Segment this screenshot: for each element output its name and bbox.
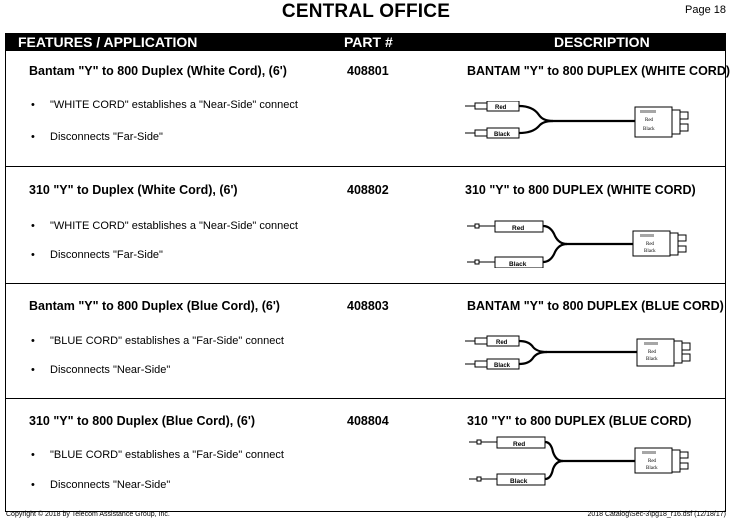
- part-number: 408801: [347, 64, 389, 78]
- table-row: 310 "Y" to Duplex (White Cord), (6') 408802 310 "Y" to 800 DUPLEX (WHITE CORD) • "WHITE CORD" establishes a "Near-Side" connect • Disconnects "Far-Side" Red Black Red Black: [5, 166, 726, 284]
- copyright-text: Copyright © 2018 by Telecom Assistance Group, Inc.: [6, 511, 170, 518]
- description-title: 310 "Y" to 800 DUPLEX (BLUE CORD): [467, 414, 692, 428]
- svg-text:Red: Red: [496, 340, 508, 346]
- 310-cord-diagram: [463, 436, 697, 486]
- part-number: 408803: [347, 299, 389, 313]
- bantam-cord-diagram: [463, 101, 697, 151]
- svg-text:Black: Black: [646, 466, 658, 471]
- svg-text:Black: Black: [494, 132, 511, 138]
- header-part: PART #: [344, 34, 393, 50]
- page-title: CENTRAL OFFICE: [281, 1, 451, 22]
- file-reference: 2018 Catalog\Sec-3\pg18_r16.dsf (12/18/17): [587, 511, 726, 518]
- description-title: 310 "Y" to 800 DUPLEX (WHITE CORD): [465, 183, 696, 197]
- svg-text:Red: Red: [645, 118, 654, 123]
- svg-text:Red: Red: [495, 105, 507, 111]
- table-row: 310 "Y" to 800 Duplex (Blue Cord), (6') 408804 310 "Y" to 800 DUPLEX (BLUE CORD) • "BLUE CORD" establishes a "Far-Side" connect • Disconnects "Near-Side" Red Black Red Black: [5, 398, 726, 510]
- bantam-cord-diagram: [463, 335, 697, 385]
- feature-title: 310 "Y" to Duplex (White Cord), (6'): [29, 183, 238, 197]
- description-title: BANTAM "Y" to 800 DUPLEX (BLUE CORD): [467, 299, 724, 313]
- svg-text:Black: Black: [643, 127, 655, 132]
- 310-cord-diagram: [463, 218, 697, 268]
- svg-text:Black: Black: [646, 357, 658, 362]
- table-row: Bantam "Y" to 800 Duplex (White Cord), (6') 408801 BANTAM "Y" to 800 DUPLEX (WHITE CORD) • "WHITE CORD" establishes a "Near-Side" connect • Disconnects "Far-Side" Red Black Red Black: [5, 51, 726, 167]
- table-header: [5, 33, 726, 51]
- table-row: Bantam "Y" to 800 Duplex (Blue Cord), (6') 408803 BANTAM "Y" to 800 DUPLEX (BLUE CORD) • "BLUE CORD" establishes a "Far-Side" connect • Disconnects "Near-Side" Red Black Red Black: [5, 283, 726, 399]
- svg-text:Red: Red: [648, 459, 657, 464]
- svg-text:Black: Black: [509, 261, 527, 268]
- svg-text:Red: Red: [646, 242, 655, 247]
- part-number: 408804: [347, 414, 389, 428]
- svg-text:Black: Black: [510, 478, 528, 485]
- feature-title: Bantam "Y" to 800 Duplex (White Cord), (6'): [29, 64, 287, 78]
- page-number: Page 18: [685, 4, 726, 16]
- svg-text:Black: Black: [494, 363, 511, 369]
- feature-title: Bantam "Y" to 800 Duplex (Blue Cord), (6'): [29, 299, 280, 313]
- svg-text:Black: Black: [644, 249, 656, 254]
- header-description: DESCRIPTION: [554, 34, 650, 50]
- part-number: 408802: [347, 183, 389, 197]
- svg-text:Red: Red: [512, 225, 525, 232]
- description-title: BANTAM "Y" to 800 DUPLEX (WHITE CORD): [467, 64, 731, 78]
- header-features: FEATURES / APPLICATION: [18, 34, 198, 50]
- feature-title: 310 "Y" to 800 Duplex (Blue Cord), (6'): [29, 414, 255, 428]
- svg-text:Red: Red: [648, 350, 657, 355]
- svg-text:Red: Red: [513, 441, 526, 448]
